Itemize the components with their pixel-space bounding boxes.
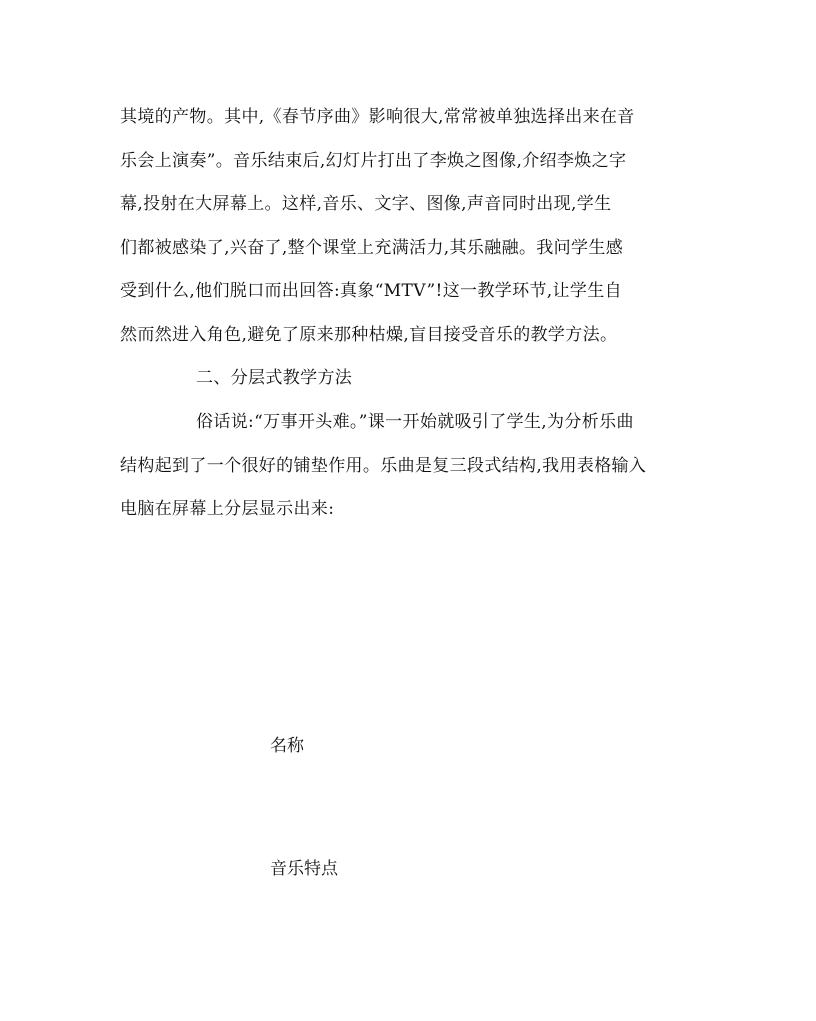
table-label-name: 名称 [270, 736, 304, 756]
paragraph-line: 然而然进入角色,避免了原来那种枯燥,盲目接受音乐的教学方法。 [120, 325, 618, 345]
section-heading: 二、分层式教学方法 [196, 368, 353, 388]
paragraph-line: 受到什么,他们脱口而出回答:真象“MTV”!这一教学环节,让学生自 [120, 281, 622, 301]
paragraph-line: 结构起到了一个很好的铺垫作用。乐曲是复三段式结构,我用表格输入 [120, 456, 647, 476]
paragraph-line: 们都被感染了,兴奋了,整个课堂上充满活力,其乐融融。我问学生感 [120, 238, 624, 258]
paragraph-line: 乐会上演奏”。音乐结束后,幻灯片打出了李焕之图像,介绍李焕之字 [120, 151, 627, 171]
paragraph-line: 其境的产物。其中,《春节序曲》影响很大,常常被单独选择出来在音 [120, 107, 635, 127]
paragraph-line: 电脑在屏幕上分层显示出来: [120, 499, 335, 519]
paragraph-line: 幕,投射在大屏幕上。这样,音乐、文字、图像,声音同时出现,学生 [120, 194, 612, 214]
paragraph-line: 俗话说:“万事开头难。”课一开始就吸引了学生,为分析乐曲 [196, 412, 634, 432]
table-label-music-features: 音乐特点 [270, 859, 338, 879]
